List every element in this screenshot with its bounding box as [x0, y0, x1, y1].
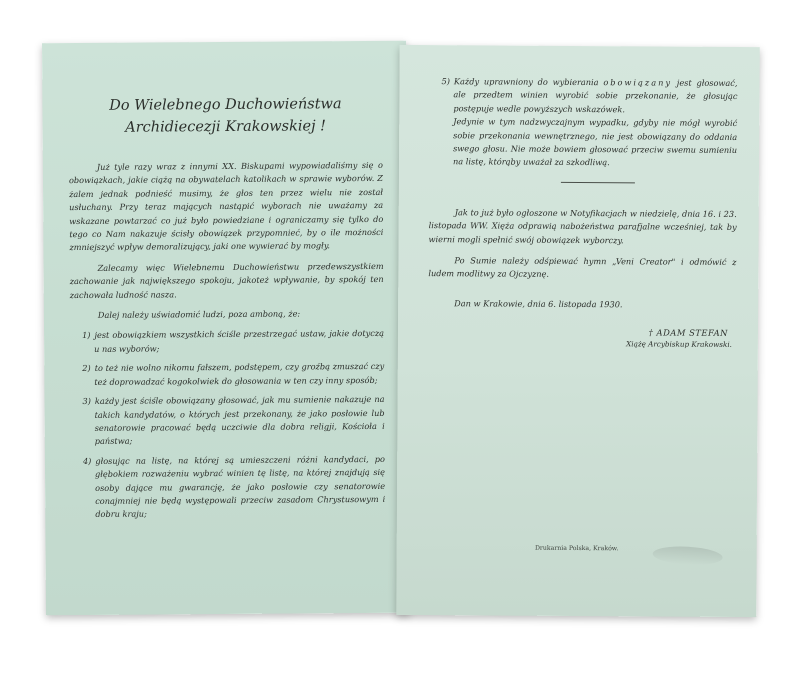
signature-title: Xiążę Arcybiskup Krakowski.	[626, 339, 732, 350]
signature: † ADAM STEFAN	[648, 327, 729, 339]
hymn-paragraph: Po Sumie należy odśpiewać hymn „Veni Creator" i odmówić z ludem modlitwy za Ojczyznę.	[428, 255, 737, 280]
right-page	[396, 45, 759, 617]
list-item-1: 1) jest obowiązkiem wszystkich ściśle przestrzegać ustaw, jakie dotyczą u nas wyborów;	[82, 328, 385, 354]
intro-paragraph: Już tyle razy wraz z innymi XX. Biskupami wypowiadaliśmy się o obowiązkach, jakie ciążą na obywatelach katolikach w sprawie wyborów. Z żalem jednak podnieść musimy, że głos ten przez wielu nie został usłuchany. Przy teraz mających nastąpić wyborach nie uważamy za wskazane powtarzać co już było powiedziane i ograniczamy się tylko do tego co Nam nakazuje ścisły obowiązek przypomnieć, by o ile możności zmniejszyć wpływ demoralizujący, jaki one wywierać by mogły.	[68, 159, 384, 253]
title-line-2: Archidiecezji Krakowskiej !	[125, 118, 327, 136]
divider-line	[561, 182, 635, 183]
list-item-5-exception: Jedynie w tym nadzwyczajnym wypadku, gdyby nie mógł wyrobić sobie przekonania wewnętrznego, nie jest obowiązany do oddania swego głosu. Nie może bowiem głosować przeciw swemu sumieniu na listę, którąby uważał za szkodliwą.	[453, 116, 738, 168]
list-item-5: 5) Każdy uprawniony do wybierania obowiązany jest głosować, ale przedtem winien wyrobić sobie przekonanie, że głosując postępuje wedle powyższych wskazówek. Jedynie w tym nadzwyczajnym wypadku, gdyby nie mógł wyrobić sobie przekonania wewnętrznego, nie jest obowiązany do oddania swego głosu. Nie może bowiem głosować przeciw swemu sumieniu na listę, którąby uważał za szkodliwą.	[429, 75, 738, 171]
page-title	[68, 93, 382, 139]
emphasis-obligated: obowiązany	[603, 77, 673, 88]
title-line-1: Do Wielebnego Duchowieństwa	[109, 96, 342, 114]
recommend-paragraph: Zalecamy więc Wielebnemu Duchowieństwu przedewszystkiem zachowanie jak największego spokoju, jakoteż wpływanie, by spokój ten zachowała ludność nasza.	[69, 260, 384, 300]
list-item-3: 3) każdy jest ściśle obowiązany głosować, jak mu sumienie nakazuje na takich kandydatów, o których jest przekonany, że jako posłowie lub senatorowie pracować będą uczciwie dla dobra religji, Kościoła i państwa;	[82, 393, 385, 447]
printer-imprint: Drukarnia Polska, Kraków.	[534, 544, 619, 553]
date-line: Dan w Krakowie, dnia 6. listopada 1930.	[454, 298, 623, 310]
further-paragraph: Dalej należy uświadomić ludzi, poza amboną, że:	[97, 308, 301, 320]
list-item-2: 2) to też nie wolno nikomu fałszem, podstępem, czy groźbą zmuszać czy też doprowadzać kogokolwiek do głosowania w ten czy inny sposób;	[82, 361, 385, 387]
list-item-4: 4) głosując na listę, na której są umieszczeni różni kandydaci, po głębokiem rozważeniu wybrać winien tę listę, na której znajdują się osoby dające mu gwarancję, że jako posłowie czy senatorowie conajmniej nie będą występowali przeciw zasadom Chrystusowym i dobru kraju;	[82, 453, 386, 520]
left-page	[42, 41, 410, 616]
announcement-paragraph: Jak to już było ogłoszone w Notyfikacjach w niedzielę, dnia 16. i 23. listopada WW. Xięża odprawią nabożeństwa parafjalne wcześniej, tak by wierni mogli spełnić swój obowiązek wyborczy.	[428, 207, 737, 245]
